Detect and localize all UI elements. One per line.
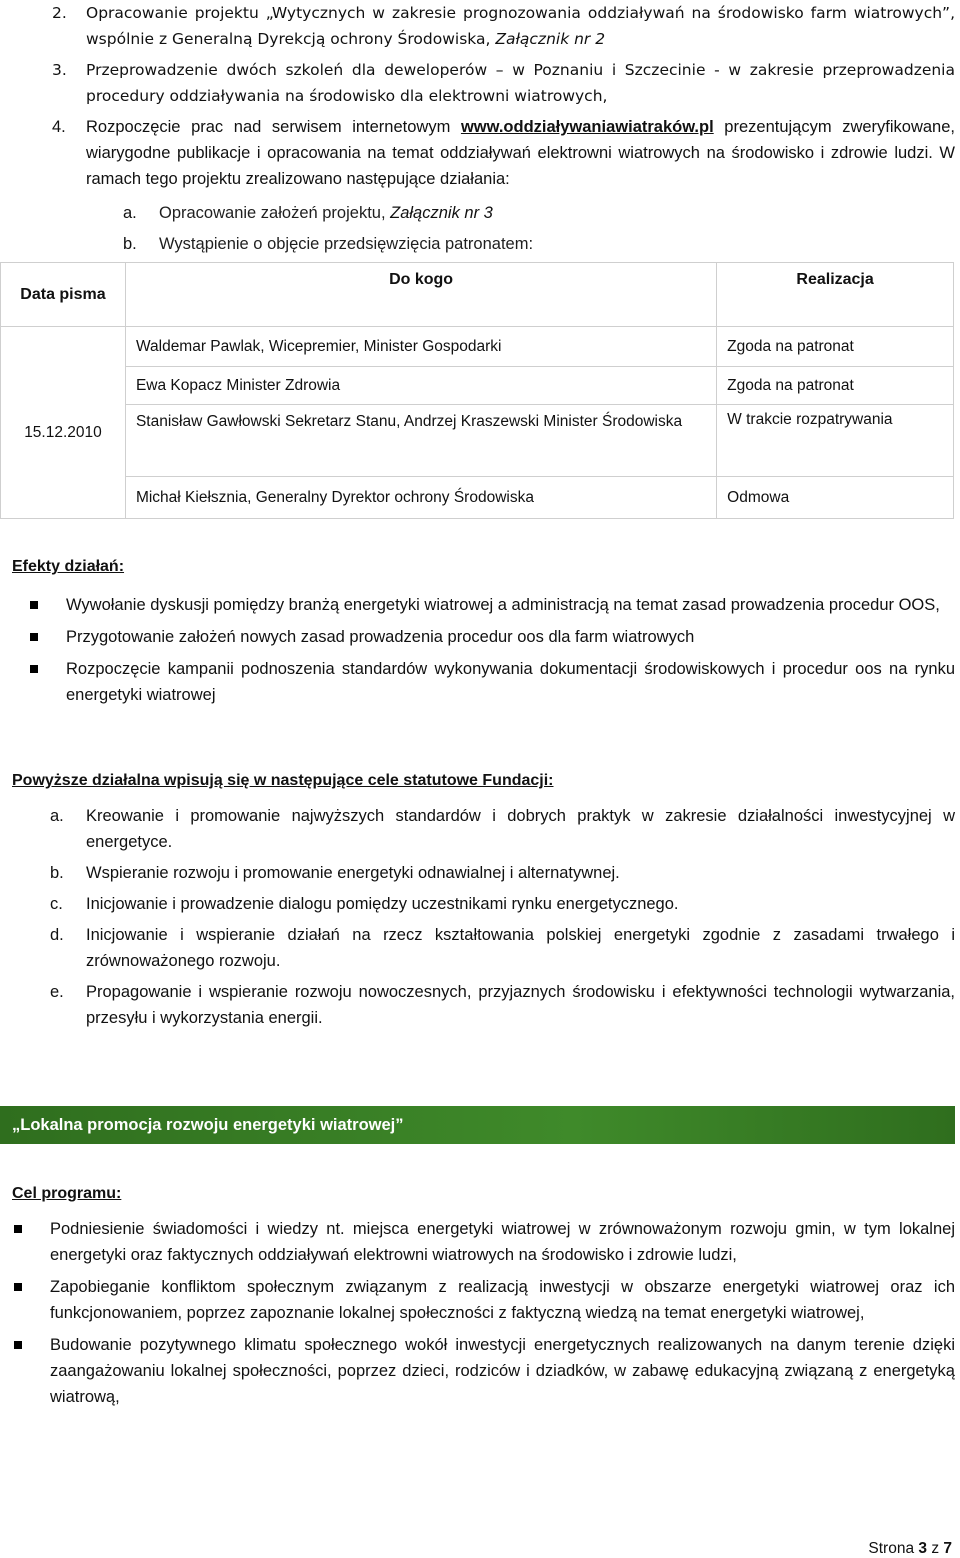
program-heading: Cel programu: xyxy=(12,1185,122,1202)
list-item: Zapobieganie konfliktom społecznym związanym z realizacją inwestycji w obszarze energetyki wiatrowej oraz ich funkcjonowaniem, poprzez zapoznanie lokalnej społeczności z faktyczną wiedzą na temat energetyki wiatrowej, xyxy=(14,1274,955,1326)
attachment-ref: Załącznik nr 2 xyxy=(495,30,606,48)
header-status: Realizacja xyxy=(717,263,954,327)
item-text: prezentującym zweryfikowane, wiarygodne publikacje i opracowania na temat oddziaływań elektrowni wiatrowych na środowisko i zdrowie ludzi. W ramach tego projektu zrealizowano następujące działania: xyxy=(86,118,955,188)
table-row xyxy=(1,405,954,477)
table-header-row xyxy=(1,263,954,327)
square-bullet-icon xyxy=(30,665,38,673)
header-recipient: Do kogo xyxy=(125,263,716,327)
item-text: Rozpoczęcie prac nad serwisem internetowym xyxy=(86,118,461,136)
goals-list xyxy=(50,803,955,1036)
square-bullet-icon xyxy=(14,1283,22,1291)
recipient-cell: Michał Kiełsznia, Generalny Dyrektor ochrony Środowiska xyxy=(125,477,716,519)
status-cell: W trakcie rozpatrywania xyxy=(717,405,954,477)
footer-label: Strona xyxy=(868,1540,915,1557)
sub-list xyxy=(123,200,533,257)
current-page: 3 xyxy=(918,1540,927,1557)
list-item xyxy=(123,231,533,257)
page-footer xyxy=(868,1540,952,1558)
footer-of: z xyxy=(931,1540,940,1557)
total-pages: 7 xyxy=(943,1540,952,1557)
item-number: 4. xyxy=(52,118,66,136)
recipient-cell: Ewa Kopacz Minister Zdrowia xyxy=(125,367,716,405)
list-item: c. Inicjowanie i prowadzenie dialogu pomiędzy uczestnikami rynku energetycznego. xyxy=(50,895,679,913)
goals-heading: Powyższe działalna wpisują się w następujące cele statutowe Fundacji: xyxy=(12,772,554,789)
item-text: Przeprowadzenie dwóch szkoleń dla deweloperów – w Poznaniu i Szczecinie - w zakresie przeprowadzenia procedury oddziaływania na środowisko dla elektrowni wiatrowych, xyxy=(86,61,955,105)
item-text: Opracowanie założeń projektu, xyxy=(159,204,391,222)
program-list xyxy=(14,1216,955,1416)
status-cell: Zgoda na patronat xyxy=(717,367,954,405)
list-item: b. Wspieranie rozwoju i promowanie energetyki odnawialnej i alternatywnej. xyxy=(50,864,620,882)
square-bullet-icon xyxy=(30,633,38,641)
list-item xyxy=(50,114,955,192)
attachment-ref: Załącznik nr 3 xyxy=(390,204,493,222)
item-number: b. xyxy=(123,235,137,253)
square-bullet-icon xyxy=(14,1225,22,1233)
letter-date: 15.12.2010 xyxy=(1,327,126,519)
list-item: a. Kreowanie i promowanie najwyższych standardów i dobrych praktyk w zakresie działalności inwestycyjnej w energetyce. xyxy=(50,807,955,851)
header-date: Data pisma xyxy=(1,263,126,327)
item-text: Wystąpienie o objęcie przedsięwzięcia patronatem: xyxy=(159,235,534,253)
list-item: Wywołanie dyskusji pomiędzy branżą energetyki wiatrowej a administracją na temat zasad prowadzenia procedur OOS, xyxy=(30,592,955,618)
list-item: Budowanie pozytywnego klimatu społecznego wokół inwestycji energetycznych realizowanych na danym terenie dzięki zaangażowaniu lokalnej społeczności, poprzez dzieci, rodziców i dziadków, w zabawę edukacyjną związaną z energetyką wiatrową, xyxy=(14,1332,955,1410)
table-row xyxy=(1,477,954,519)
effects-heading: Efekty działań: xyxy=(12,558,125,575)
list-item xyxy=(50,0,955,52)
item-number: 2. xyxy=(52,4,67,22)
item-text: Opracowanie projektu „Wytycznych w zakresie prognozowania oddziaływań na środowisko farm wiatrowych”, wspólnie z Generalną Dyrekcją ochrony Środowiska, xyxy=(86,4,955,48)
effects-list xyxy=(30,592,955,714)
list-item: Podniesienie świadomości i wiedzy nt. miejsca energetyki wiatrowej w zrównoważonym rozwoju gmin, w tym lokalnej energetyki oraz faktycznych oddziaływań elektrowni wiatrowych na środowisko i zdrowie ludzi, xyxy=(14,1216,955,1268)
list-item xyxy=(50,57,955,109)
list-item: Przygotowanie założeń nowych zasad prowadzenia procedur oos dla farm wiatrowych xyxy=(30,624,955,650)
website-link[interactable]: www.oddziaływaniawiatraków.pl xyxy=(460,118,714,136)
list-item: Rozpoczęcie kampanii podnoszenia standardów wykonywania dokumentacji środowiskowych i procedur oos na rynku energetyki wiatrowej xyxy=(30,656,955,708)
item-number: 3. xyxy=(52,61,67,79)
status-cell: Odmowa xyxy=(717,477,954,519)
status-cell: Zgoda na patronat xyxy=(717,327,954,367)
recipient-cell: Waldemar Pawlak, Wicepremier, Minister Gospodarki xyxy=(125,327,716,367)
patronage-table xyxy=(0,262,954,519)
square-bullet-icon xyxy=(14,1341,22,1349)
table-row xyxy=(1,327,954,367)
recipient-cell: Stanisław Gawłowski Sekretarz Stanu, Andrzej Kraszewski Minister Środowiska xyxy=(125,405,716,477)
square-bullet-icon xyxy=(30,601,38,609)
list-item: e. Propagowanie i wspieranie rozwoju nowoczesnych, przyjaznych środowisku i efektywności technologii wytwarzania, przesyłu i wykorzystania energii. xyxy=(50,983,955,1027)
table-row xyxy=(1,367,954,405)
item-number: a. xyxy=(123,204,137,222)
program-banner: „Lokalna promocja rozwoju energetyki wiatrowej” xyxy=(0,1106,955,1144)
top-list xyxy=(50,0,955,192)
list-item xyxy=(123,200,533,226)
list-item: d. Inicjowanie i wspieranie działań na rzecz kształtowania polskiej energetyki zgodnie z zasadami trwałego i zrównoważonego rozwoju. xyxy=(50,926,955,970)
